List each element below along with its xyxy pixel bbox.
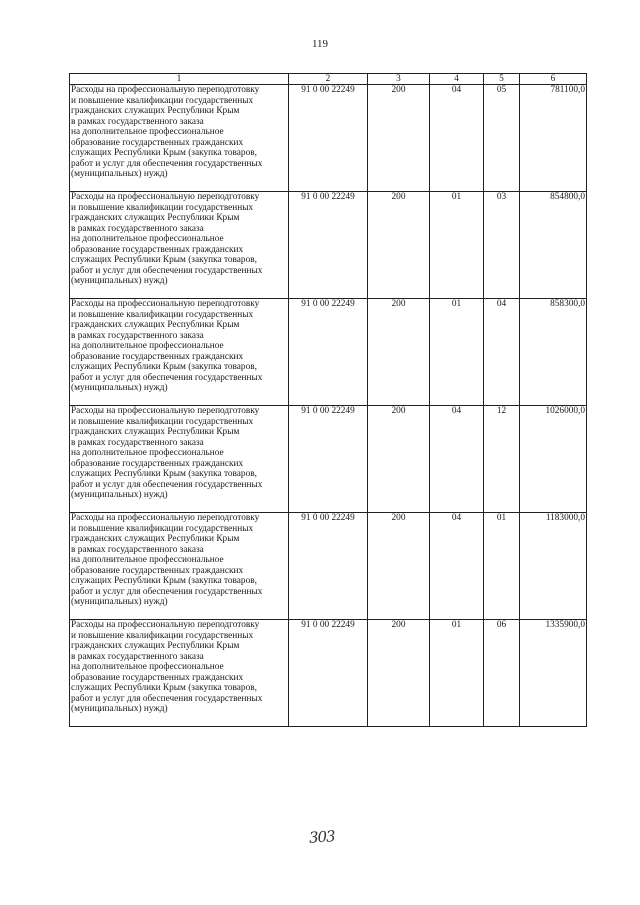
description-line: Расходы на профессиональную переподготовку: [71, 299, 260, 309]
column-header-4: 4: [430, 74, 484, 85]
amount-value: 1026000,0: [520, 406, 587, 513]
table-row: [70, 299, 587, 406]
expense-type-code: 200: [368, 299, 430, 406]
description-line: и повышение квалификации государственных: [71, 309, 254, 320]
target-article-code: 91 0 00 22249: [289, 192, 368, 299]
column-header-5: 5: [484, 74, 520, 85]
description-line: работ и услуг для обеспечения государственных: [71, 586, 263, 597]
subsection-code: 03: [484, 192, 520, 299]
amount-value: 1183000,0: [520, 513, 587, 620]
description-line: работ и услуг для обеспечения государственных: [71, 158, 263, 169]
expense-type-code: 200: [368, 620, 430, 727]
description-line: и повышение квалификации государственных: [71, 202, 254, 213]
amount-value: 1335900,0: [520, 620, 587, 727]
description-line: работ и услуг для обеспечения государственных: [71, 265, 263, 276]
section-code: 01: [430, 620, 484, 727]
description-line: на дополнительное профессиональное: [71, 662, 224, 673]
description-line: (муниципальных) нужд): [71, 704, 168, 715]
amount-value: 854800,0: [520, 192, 587, 299]
target-article-code: 91 0 00 22249: [289, 513, 368, 620]
column-header-2: 2: [289, 74, 368, 85]
description-line: на дополнительное профессиональное: [71, 555, 224, 566]
row-description: [70, 513, 289, 620]
description-line: в рамках государственного заказа: [71, 116, 204, 127]
expense-type-code: 200: [368, 85, 430, 192]
subsection-code: 04: [484, 299, 520, 406]
description-line: гражданских служащих Республики Крым: [71, 534, 240, 545]
description-line: Расходы на профессиональную переподготовку: [71, 192, 260, 202]
description-line: гражданских служащих Республики Крым: [71, 320, 240, 331]
description-line: и повышение квалификации государственных: [71, 630, 254, 641]
handwritten-number: 303: [308, 827, 336, 847]
expense-type-code: 200: [368, 513, 430, 620]
description-line: в рамках государственного заказа: [71, 437, 204, 448]
expense-type-code: 200: [368, 192, 430, 299]
table-row: [70, 85, 587, 192]
description-line: образование государственных гражданских: [71, 137, 244, 148]
description-line: служащих Республики Крым (закупка товаров,: [71, 683, 257, 694]
subsection-code: 01: [484, 513, 520, 620]
section-code: 01: [430, 299, 484, 406]
section-code: 04: [430, 85, 484, 192]
description-line: (муниципальных) нужд): [71, 490, 168, 501]
description-line: работ и услуг для обеспечения государственных: [71, 479, 263, 490]
amount-value: 781100,0: [520, 85, 587, 192]
description-line: на дополнительное профессиональное: [71, 234, 224, 245]
description-line: гражданских служащих Республики Крым: [71, 427, 240, 438]
description-line: работ и услуг для обеспечения государственных: [71, 372, 263, 383]
table-row: [70, 513, 587, 620]
table-row: [70, 406, 587, 513]
description-line: образование государственных гражданских: [71, 672, 244, 683]
description-line: служащих Республики Крым (закупка товаров,: [71, 148, 257, 159]
description-line: (муниципальных) нужд): [71, 597, 168, 608]
description-line: на дополнительное профессиональное: [71, 341, 224, 352]
description-line: образование государственных гражданских: [71, 458, 244, 469]
table-row: [70, 620, 587, 727]
description-line: образование государственных гражданских: [71, 565, 244, 576]
description-line: (муниципальных) нужд): [71, 276, 168, 287]
section-code: 04: [430, 406, 484, 513]
description-line: работ и услуг для обеспечения государственных: [71, 693, 263, 704]
row-description: [70, 192, 289, 299]
description-line: на дополнительное профессиональное: [71, 127, 224, 138]
description-line: Расходы на профессиональную переподготовку: [71, 406, 260, 416]
target-article-code: 91 0 00 22249: [289, 85, 368, 192]
section-code: 01: [430, 192, 484, 299]
description-line: и повышение квалификации государственных: [71, 95, 254, 106]
target-article-code: 91 0 00 22249: [289, 620, 368, 727]
description-line: гражданских служащих Республики Крым: [71, 106, 240, 117]
column-header-3: 3: [368, 74, 430, 85]
description-line: образование государственных гражданских: [71, 351, 244, 362]
row-description: [70, 299, 289, 406]
description-line: (муниципальных) нужд): [71, 383, 168, 394]
description-line: Расходы на профессиональную переподготовку: [71, 85, 260, 95]
row-description: [70, 85, 289, 192]
subsection-code: 05: [484, 85, 520, 192]
target-article-code: 91 0 00 22249: [289, 406, 368, 513]
description-line: Расходы на профессиональную переподготовку: [71, 513, 260, 523]
description-line: гражданских служащих Республики Крым: [71, 213, 240, 224]
budget-table: [69, 73, 587, 727]
description-line: в рамках государственного заказа: [71, 223, 204, 234]
description-line: служащих Республики Крым (закупка товаров,: [71, 576, 257, 587]
section-code: 04: [430, 513, 484, 620]
expense-type-code: 200: [368, 406, 430, 513]
target-article-code: 91 0 00 22249: [289, 299, 368, 406]
table-header-row: [70, 74, 587, 85]
row-description: [70, 406, 289, 513]
description-line: на дополнительное профессиональное: [71, 448, 224, 459]
subsection-code: 12: [484, 406, 520, 513]
description-line: служащих Республики Крым (закупка товаров,: [71, 362, 257, 373]
column-header-6: 6: [520, 74, 587, 85]
description-line: образование государственных гражданских: [71, 244, 244, 255]
table-row: [70, 192, 587, 299]
row-description: [70, 620, 289, 727]
description-line: и повышение квалификации государственных: [71, 523, 254, 534]
page-number: 119: [311, 38, 329, 50]
amount-value: 858300,0: [520, 299, 587, 406]
description-line: в рамках государственного заказа: [71, 544, 204, 555]
description-line: гражданских служащих Республики Крым: [71, 641, 240, 652]
description-line: Расходы на профессиональную переподготовку: [71, 620, 260, 630]
description-line: (муниципальных) нужд): [71, 169, 168, 180]
description-line: служащих Республики Крым (закупка товаров,: [71, 255, 257, 266]
description-line: и повышение квалификации государственных: [71, 416, 254, 427]
subsection-code: 06: [484, 620, 520, 727]
description-line: служащих Республики Крым (закупка товаров,: [71, 469, 257, 480]
description-line: в рамках государственного заказа: [71, 651, 204, 662]
column-header-1: 1: [70, 74, 289, 85]
description-line: в рамках государственного заказа: [71, 330, 204, 341]
